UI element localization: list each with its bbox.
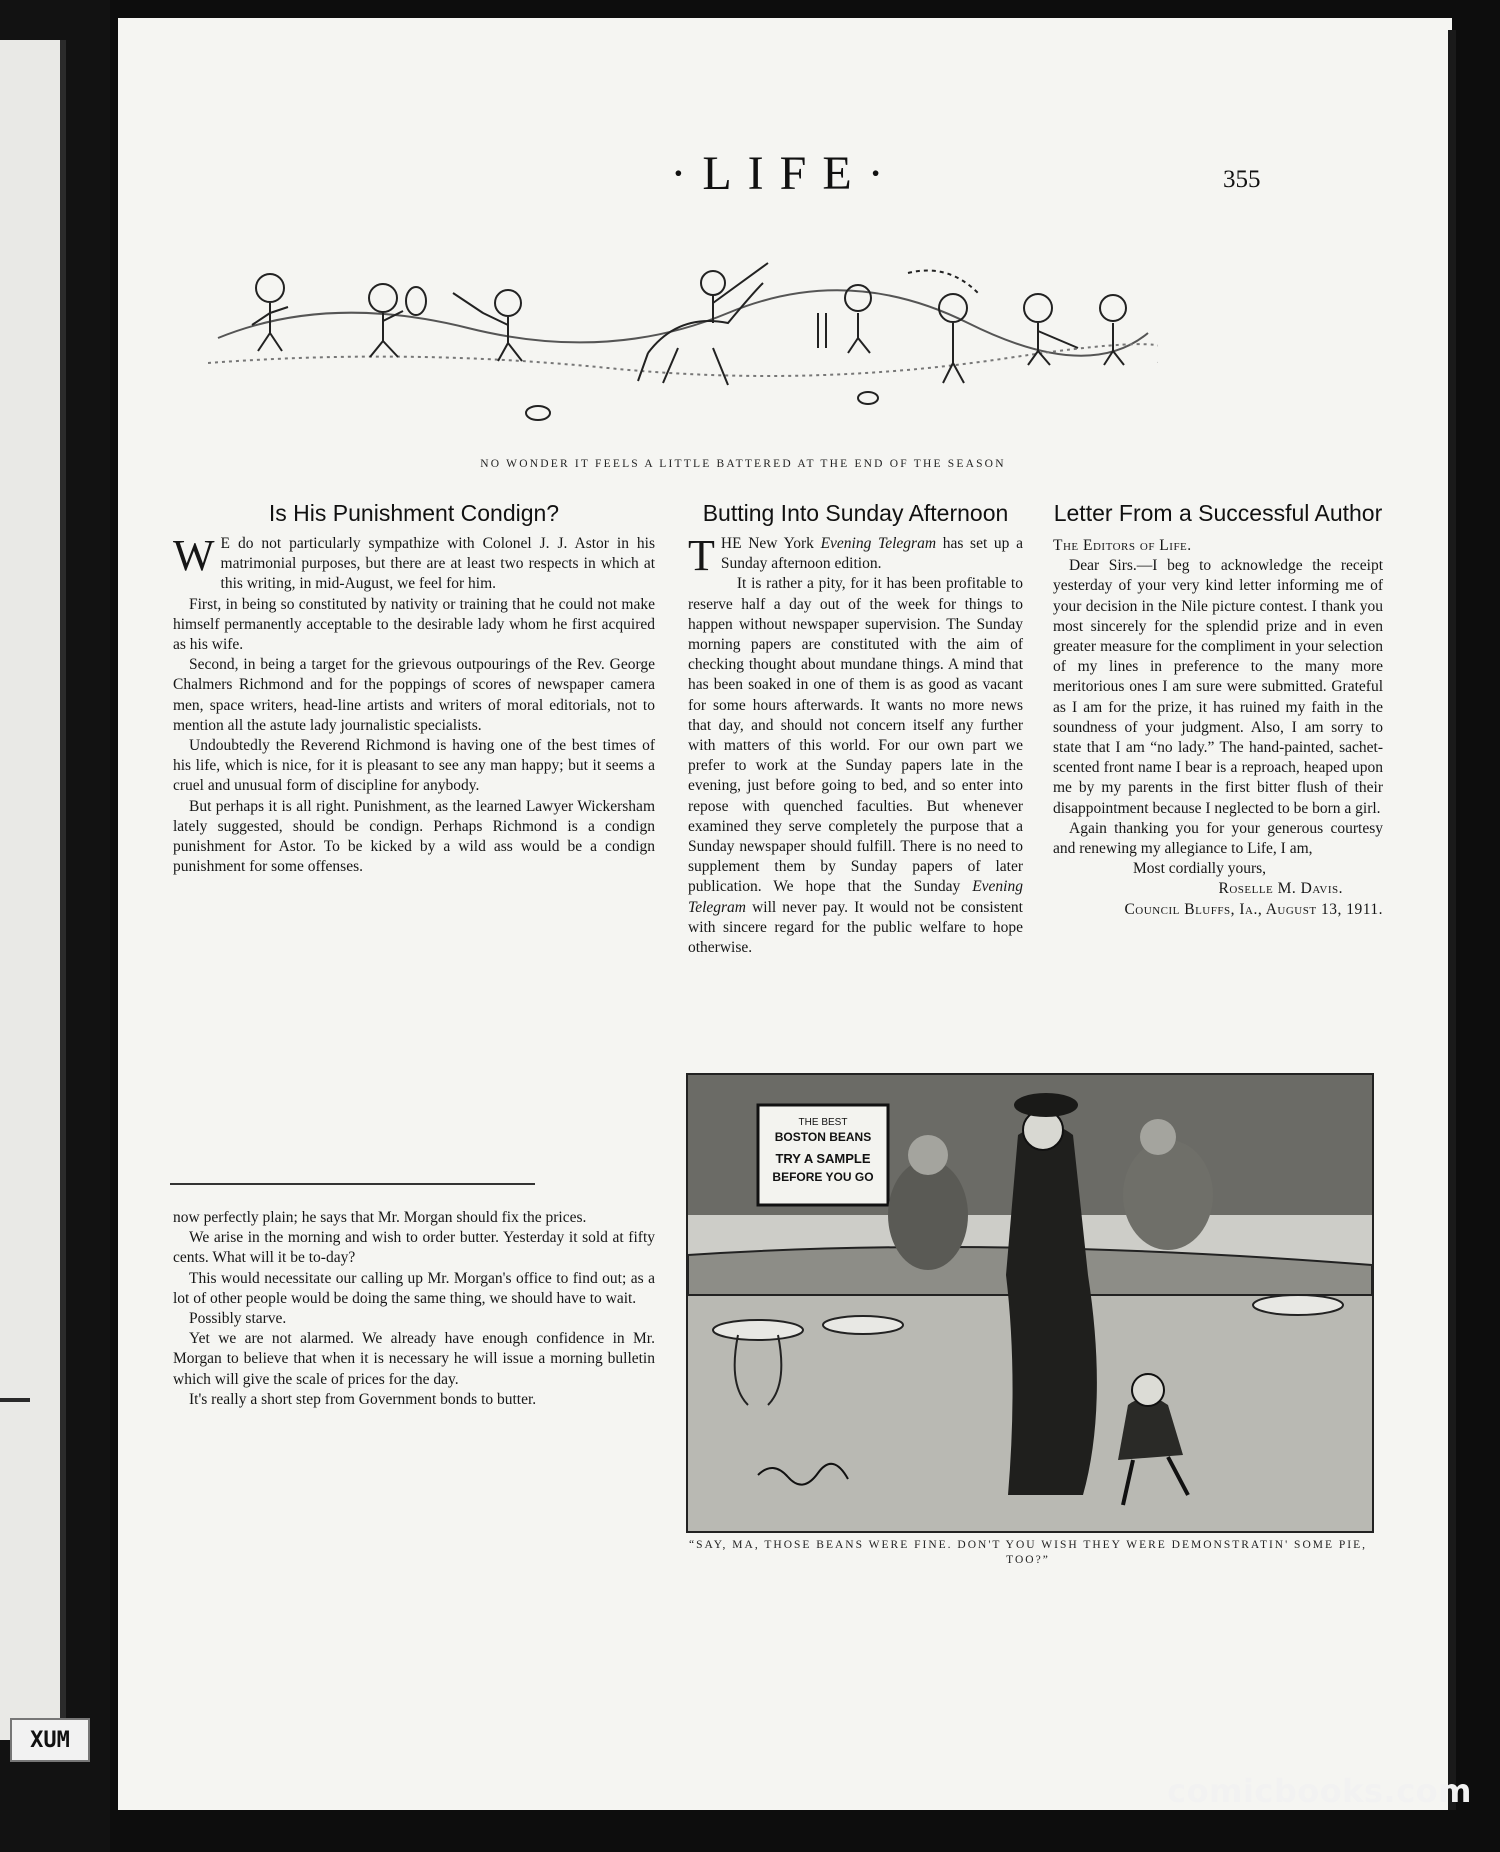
- paragraph: Second, in being a target for the grievous outpourings of the Rev. George Chalmers Richmond and for the poppings of scores of newspaper camera men, space writers, head-line artists and writers of moral editorials, not to mention all the astute lady journalistic specialists.: [173, 656, 655, 734]
- letter-salutation: The Editors of Life.: [1053, 537, 1192, 554]
- sign-line: THE BEST: [798, 1117, 848, 1128]
- letter-closing: Most cordially yours,: [1133, 860, 1267, 878]
- column-divider-rule: [170, 1183, 535, 1185]
- page-right-edge: [1448, 30, 1456, 1810]
- article-headline-sunday: Butting Into Sunday Afternoon: [702, 500, 1009, 526]
- page-marker-tick: [0, 1398, 30, 1402]
- top-cartoon-caption: NO WONDER IT FEELS A LITTLE BATTERED AT THE END OF THE SEASON: [480, 458, 1006, 470]
- sign-line: BOSTON BEANS: [774, 1130, 872, 1144]
- dropcap-t: T: [688, 531, 715, 580]
- paragraph-text: It is rather a pity, for it has been profitable to reserve half a day out of the week for things to happen without newspaper supervision. The Sunday morning papers are constituted with the aim of checking thought about mundane things. A mind that has been soaked in one of them is as good as vacant for some hours afterwards. It wants no more news that day, and should not concern itself any further with matters of this world. For our own part we prefer to work at the Sunday papers late in the evening, just before going to bed, and so enter into repose with quenched faculties. But whenever examined they serve completely the purpose that a Sunday newspaper should fulfill. There is no need to supplement them by Sunday papers of later publication. We hope that the Sunday: [688, 575, 1023, 896]
- margin-label: XUM: [10, 1718, 90, 1762]
- paragraph-text: has set up a Sunday afternoon edition.: [720, 535, 1023, 573]
- paragraph: E do not particularly sympathize with Colonel J. J. Astor in his matrimonial purposes, but there are at least two respects in which at this writing, in mid-August, we feel for him.: [220, 535, 655, 593]
- paragraph: This would necessitate our calling up Mr. Morgan's office to find out; as a lot of other people would be doing the same thing, we should have to wait.: [173, 1269, 655, 1307]
- paragraph-text: will never pay. It would not be consistent with sincere regard for the public welfare to hope otherwise.: [688, 898, 1023, 957]
- bottom-cartoon-caption: “SAY, MA, THOSE BEANS WERE FINE. DON'T YOU WISH THEY WERE DEMONSTRATIN' SOME PIE, TOO?”: [688, 1539, 1368, 1566]
- magazine-page: [118, 18, 1452, 1810]
- paragraph: Undoubtedly the Reverend Richmond is having one of the best times of his life, which is nice, for it is pleasant to see any man happy; but it seems a cruel and unusual form of discipline for anybody.: [173, 737, 655, 795]
- bean-counter-illustration: [686, 1073, 1374, 1533]
- newspaper-title: Evening Telegram: [688, 878, 1023, 916]
- paragraph: now perfectly plain; he says that Mr. Morgan should fix the prices.: [173, 1209, 587, 1226]
- column-3-article: [1053, 498, 1383, 920]
- article-headline-letter: Letter From a Successful Author: [1053, 500, 1383, 526]
- column-2-article: [688, 498, 1023, 958]
- column-1-continued: [173, 1208, 655, 1410]
- previous-page-edge: [0, 40, 66, 1740]
- paragraph: But perhaps it is all right. Punishment, as the learned Lawyer Wickersham lately suggested, should be condign. Perhaps Richmond is a condign punishment for Astor. To be kicked by a wild ass would be a condign punishment for some offenses.: [173, 797, 655, 876]
- cherubs-sports-illustration: [208, 253, 1158, 453]
- dropcap-w: W: [173, 531, 215, 580]
- newspaper-title: Evening Telegram: [820, 535, 937, 552]
- article-headline-punishment: Is His Punishment Condign?: [268, 500, 560, 526]
- column-1-article: [173, 498, 655, 877]
- paragraph-text: HE New York: [720, 535, 821, 552]
- letter-signature: Roselle M. Davis.: [1218, 880, 1343, 898]
- paragraph: Possibly starve.: [189, 1310, 287, 1328]
- sign-line: TRY A SAMPLE: [775, 1151, 871, 1166]
- paragraph: Yet we are not alarmed. We already have enough confidence in Mr. Morgan to believe that when it is necessary he will issue a morning bulletin which will give the scale of prices for the day.: [173, 1330, 655, 1388]
- letter-dateline: Council Bluffs, Ia., August 13, 1911.: [1124, 900, 1383, 918]
- page-number: 355: [1223, 166, 1261, 193]
- paragraph: We arise in the morning and wish to order butter. Yesterday it sold at fifty cents. What will it be to-day?: [173, 1229, 655, 1267]
- masthead: ·LIFE·: [670, 147, 900, 200]
- paragraph: Again thanking you for your generous courtesy and renewing my allegiance to Life, I am,: [1053, 819, 1383, 858]
- paragraph: First, in being so constituted by nativity or training that he could not make himself permanently acceptable to the desirable lady whom he first acquired as his wife.: [173, 595, 655, 654]
- sign-line: BEFORE YOU GO: [772, 1170, 874, 1184]
- paragraph: Dear Sirs.—I beg to acknowledge the receipt yesterday of your very kind letter informing me of your decision in the Nile picture contest. I thank you most sincerely for the splendid prize and in even greater measure for the compliment in your selection of my lines in preference to the many more meritorious ones I am sure were submitted. Grateful as I am for the prize, it has ruined my faith in the soundness of your judgment. Also, I am sorry to state that I am “no lady.” The hand-painted, sachet-scented front name I bear is a reproach, heaped upon me by my parents in the first bitter flush of their disappointment because I neglected to be born a girl.: [1053, 557, 1383, 817]
- paragraph: It's really a short step from Government bonds to butter.: [189, 1390, 537, 1408]
- watermark: comicbooks.com: [1167, 1772, 1472, 1810]
